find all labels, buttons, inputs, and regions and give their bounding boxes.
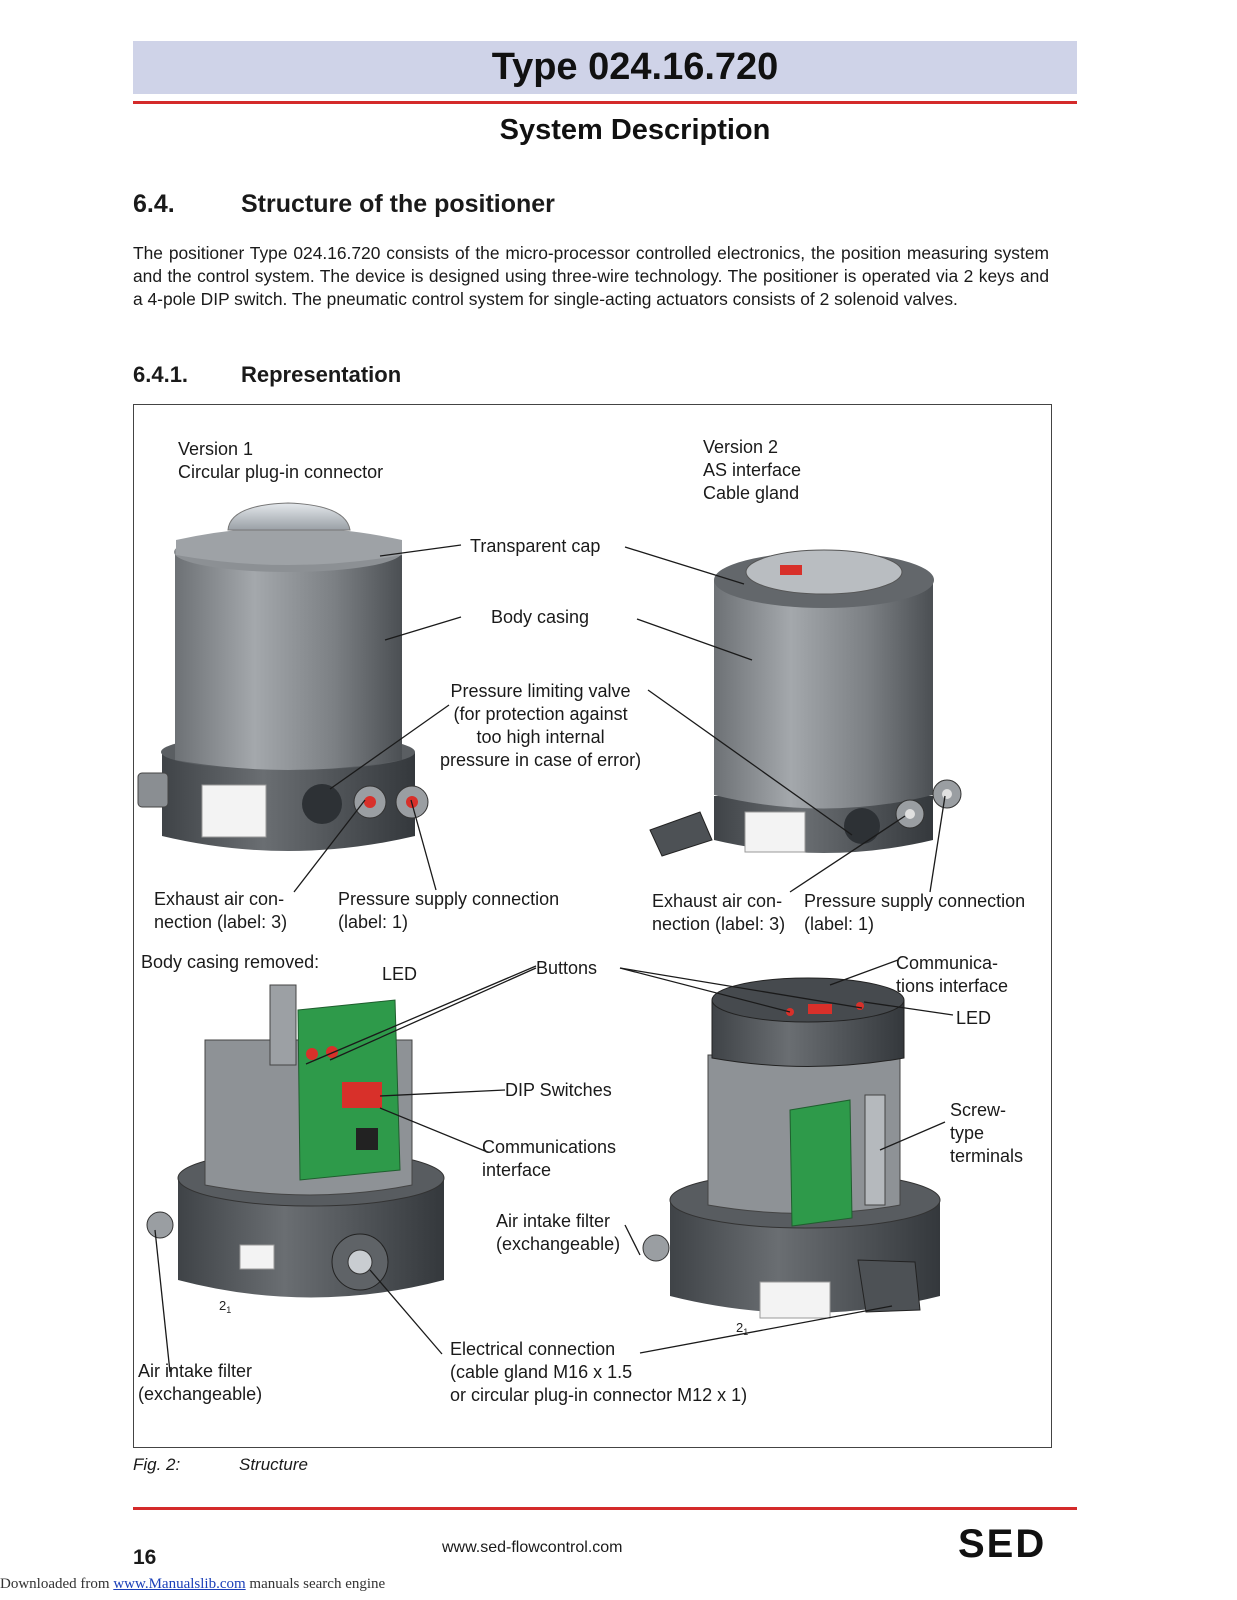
pressure-valve	[302, 784, 342, 824]
website-url: www.sed-flowcontrol.com	[442, 1539, 623, 1556]
figure-number: Fig. 2:	[133, 1455, 181, 1474]
manualslib-link[interactable]: www.Manualslib.com	[113, 1576, 246, 1592]
body-removed-label: Body casing removed:	[141, 952, 320, 972]
body-casing-label: Body casing	[491, 607, 590, 627]
exhaust-port	[364, 796, 376, 808]
svg-text:SED: SED	[958, 1522, 1047, 1564]
page-title: Type 024.16.720	[491, 46, 779, 88]
supply-left-label: Pressure supply connection (label: 1)	[338, 889, 560, 932]
port-label: $2_1$	[219, 1298, 232, 1315]
version2-unit	[650, 550, 961, 856]
section-title: Structure of the positioner	[241, 190, 555, 218]
comm-left-label: Communications interface	[482, 1137, 617, 1180]
air-intake-filter	[643, 1235, 669, 1261]
figure-caption: Structure	[239, 1455, 308, 1474]
cap-band	[176, 528, 402, 566]
footer-rule	[133, 1507, 1077, 1510]
supply-right-label: Pressure supply connection (label: 1)	[804, 891, 1026, 934]
led-right-label: LED	[956, 1008, 992, 1028]
air-intake-filter	[147, 1212, 173, 1238]
exhaust-left-label: Exhaust air con- nection (label: 3)	[154, 889, 288, 932]
pressure-limiting-label: Pressure limiting valve (for protection against too high internal pressure in case of error)	[440, 681, 642, 770]
open-unit-right	[643, 978, 940, 1337]
led-left-label: LED	[382, 964, 418, 984]
dip-switch	[780, 565, 802, 575]
subsection-number: 6.4.1.	[133, 362, 189, 387]
transparent-cap	[746, 550, 902, 594]
intro-paragraph: The positioner Type 024.16.720 consists of the micro-processor controlled electronics, the position measuring system and the control system. The device is designed using three-wire technology. The positioner is operated via 2 keys and a 4-pole DIP switch. The pneumatic control system for single-acting actuators consists of 2 solenoid valves.	[133, 243, 1049, 309]
dip-switch	[342, 1082, 382, 1108]
page-number: 16	[133, 1546, 157, 1569]
cable-gland	[650, 812, 712, 856]
plug-connector	[138, 773, 168, 807]
label-plate	[240, 1245, 274, 1269]
sed-logo	[958, 1522, 1078, 1564]
chapter-title: System Description	[499, 114, 771, 146]
dip-switches-label: DIP Switches	[505, 1080, 612, 1100]
label-plate	[745, 812, 805, 852]
subsection-title: Representation	[241, 362, 402, 387]
exhaust-right-label: Exhaust air con- nection (label: 3)	[652, 891, 786, 934]
version1-label: Version 1 Circular plug-in connector	[178, 439, 384, 482]
section-number: 6.4.	[133, 190, 175, 218]
screw-terminals	[865, 1095, 885, 1205]
buttons-label: Buttons	[536, 958, 598, 978]
transparent-cap-label: Transparent cap	[470, 536, 601, 556]
label-plate	[202, 785, 266, 837]
body-cylinder	[714, 580, 933, 809]
port-label: $2_1$	[736, 1320, 749, 1337]
label-plate	[760, 1282, 830, 1318]
pressure-valve	[844, 808, 880, 844]
version2-label: Version 2 AS interface Cable gland	[703, 437, 802, 503]
screw-terminals-label: Screw- type terminals	[950, 1100, 1024, 1166]
electrical-connection-label: Electrical connection (cable gland M16 x 1.5 or circular plug-in connector M12 x 1)	[450, 1339, 748, 1405]
transparent-dome	[228, 503, 350, 530]
comm-right-label: Communica- tions interface	[896, 953, 1009, 996]
chip	[356, 1128, 378, 1150]
cable-gland	[858, 1260, 920, 1312]
air-filter-left-label: Air intake filter (exchangeable)	[138, 1361, 263, 1404]
download-footer: Downloaded from www.Manualslib.com manuals search engine	[0, 1576, 386, 1592]
body-cylinder	[175, 552, 402, 770]
open-unit-left	[147, 985, 444, 1315]
led	[306, 1048, 318, 1060]
air-filter-mid-label: Air intake filter (exchangeable)	[496, 1211, 621, 1254]
dip-switch	[808, 1004, 832, 1014]
pcb	[790, 1100, 852, 1226]
